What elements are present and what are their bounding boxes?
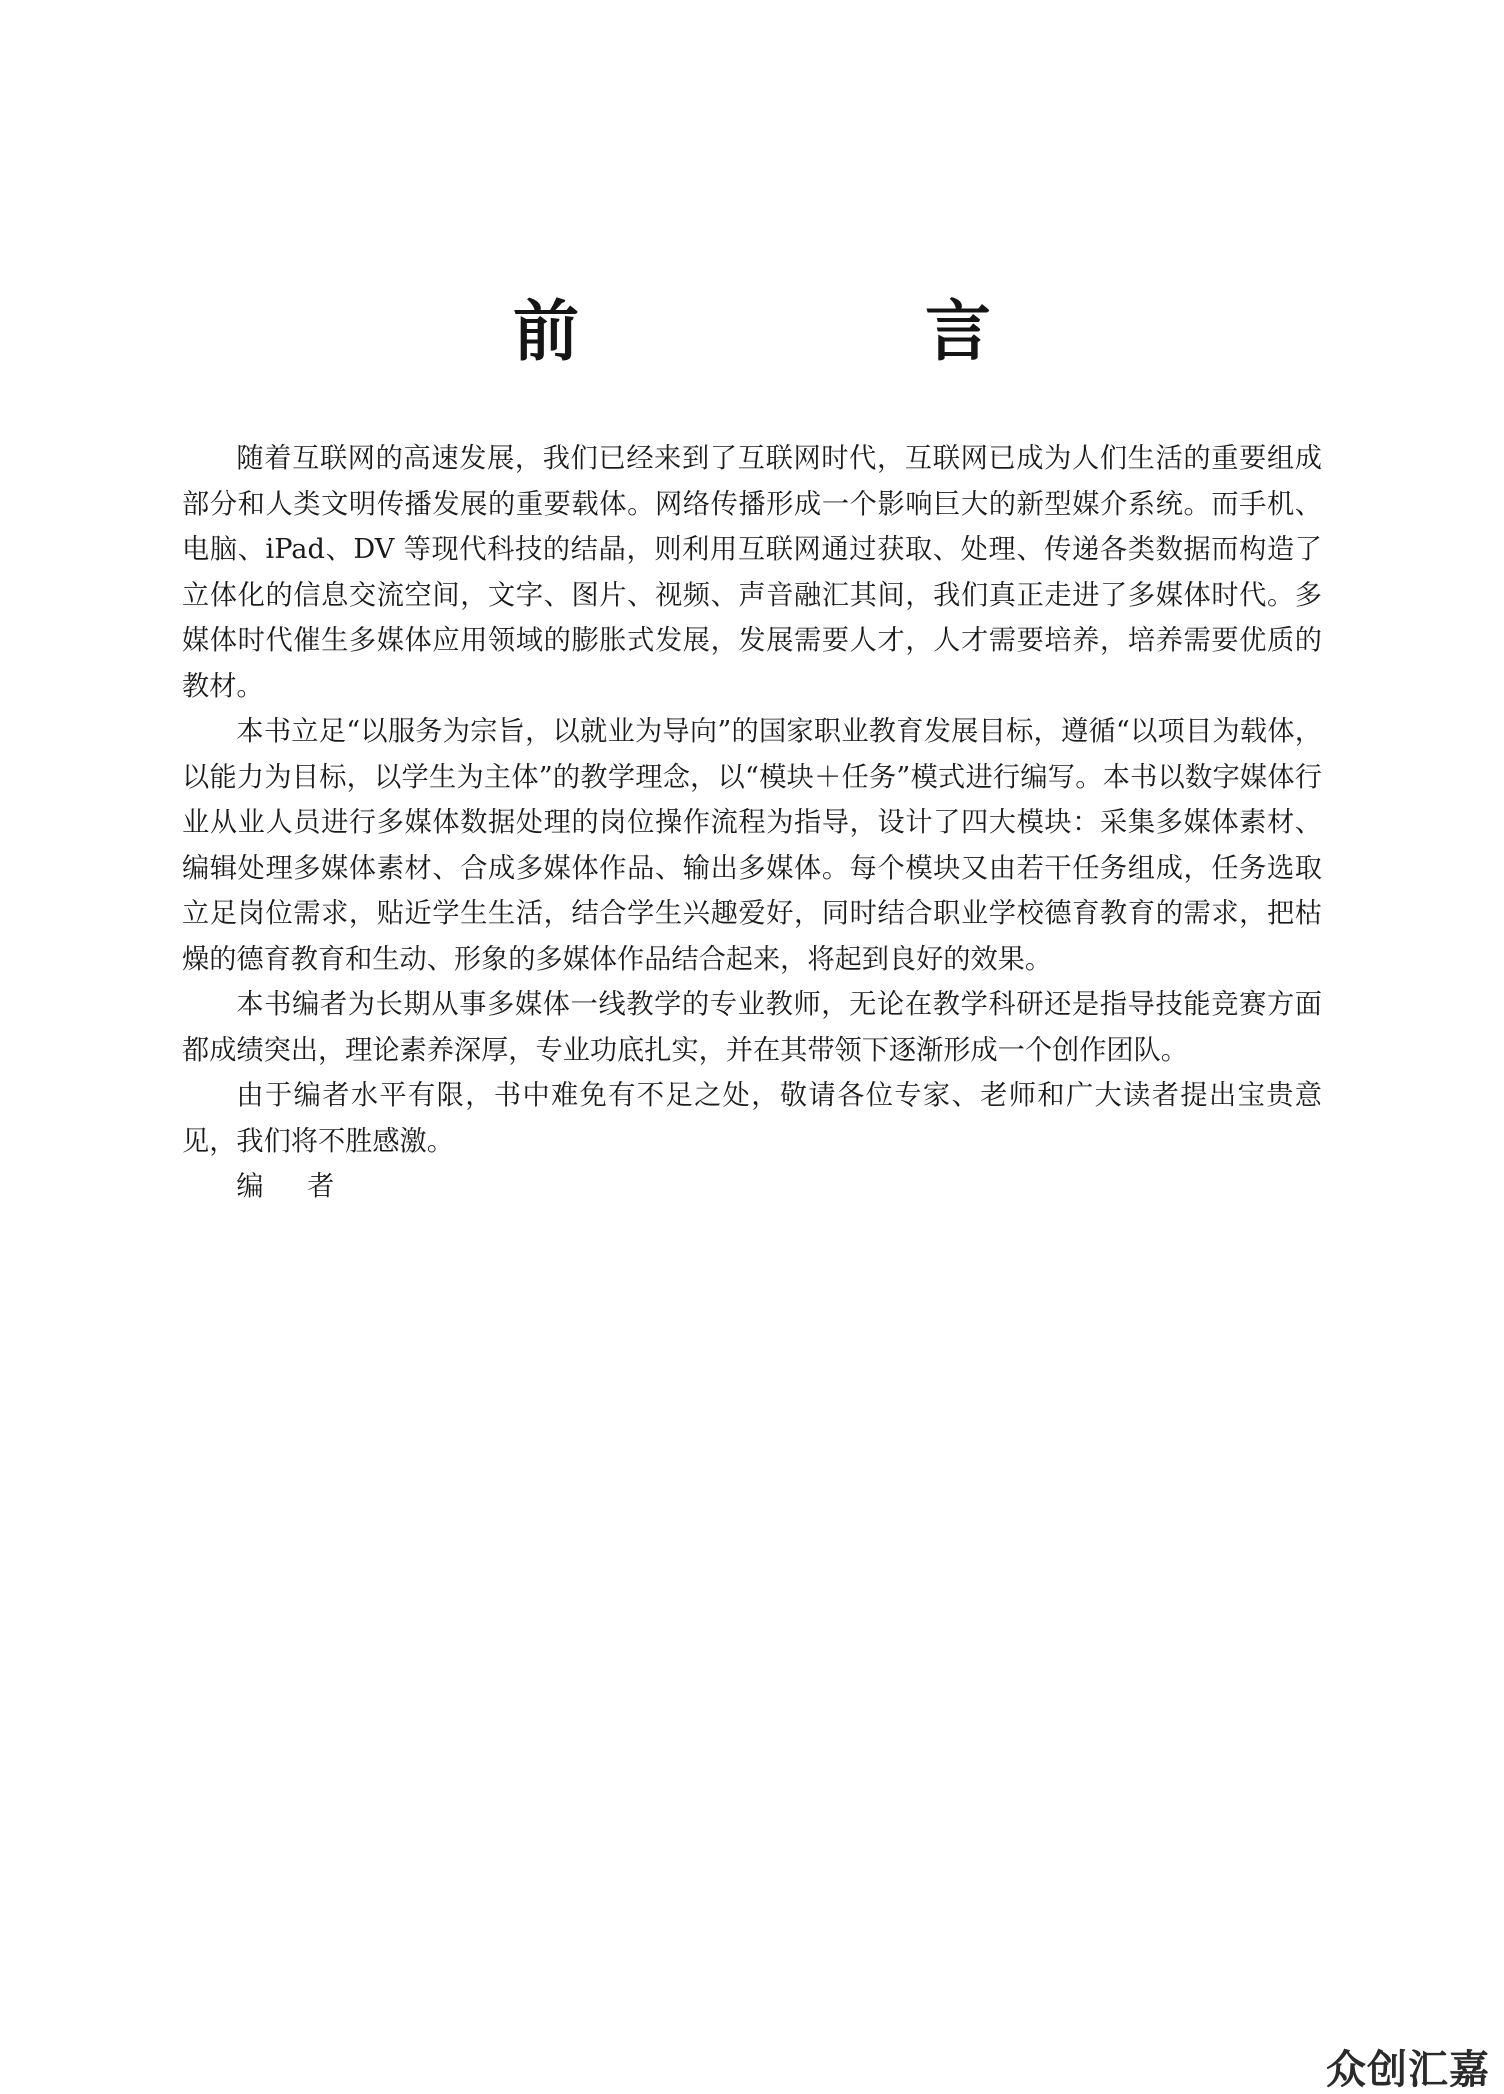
preface-body: [182, 436, 1322, 1210]
paragraph-3: 本书编者为长期从事多媒体一线教学的专业教师，无论在教学科研还是指导技能竞赛方面都成绩突出，理论素养深厚，专业功底扎实，并在其带领下逐渐形成一个创作团队。: [182, 989, 1322, 1066]
paragraph-1: 随着互联网的高速发展，我们已经来到了互联网时代，互联网已成为人们生活的重要组成部分和人类文明传播发展的重要载体。网络传播形成一个影响巨大的新型媒介系统。而手机、电脑、iPad、DV 等现代科技的结晶，则利用互联网通过获取、处理、传递各类数据而构造了立体化的信息交流空间，文字、图片、视频、声音融汇其间，我们真正走进了多媒体时代。多媒体时代催生多媒体应用领域的膨胀式发展，发展需要人才，人才需要培养，培养需要优质的教材。: [182, 443, 1322, 702]
signature: 编者: [236, 1171, 378, 1202]
paragraph-4: 由于编者水平有限，书中难免有不足之处，敬请各位专家、老师和广大读者提出宝贵意见，我们将不胜感激。: [182, 1080, 1322, 1157]
page-title: 前 言: [513, 293, 1131, 370]
paragraph-2: 本书立足“以服务为宗旨，以就业为导向”的国家职业教育发展目标，遵循“以项目为载体，以能力为目标，以学生为主体”的教学理念，以“模块＋任务”模式进行编写。本书以数字媒体行业从业人员进行多媒体数据处理的岗位操作流程为指导，设计了四大模块：采集多媒体素材、编辑处理多媒体素材、合成多媒体作品、输出多媒体。每个模块又由若干任务组成，任务选取立足岗位需求，贴近学生生活，结合学生兴趣爱好，同时结合职业学校德育教育的需求，把枯燥的德育教育和生动、形象的多媒体作品结合起来，将起到良好的效果。: [182, 716, 1322, 975]
watermark-logo: 众创汇嘉: [1326, 2047, 1490, 2093]
